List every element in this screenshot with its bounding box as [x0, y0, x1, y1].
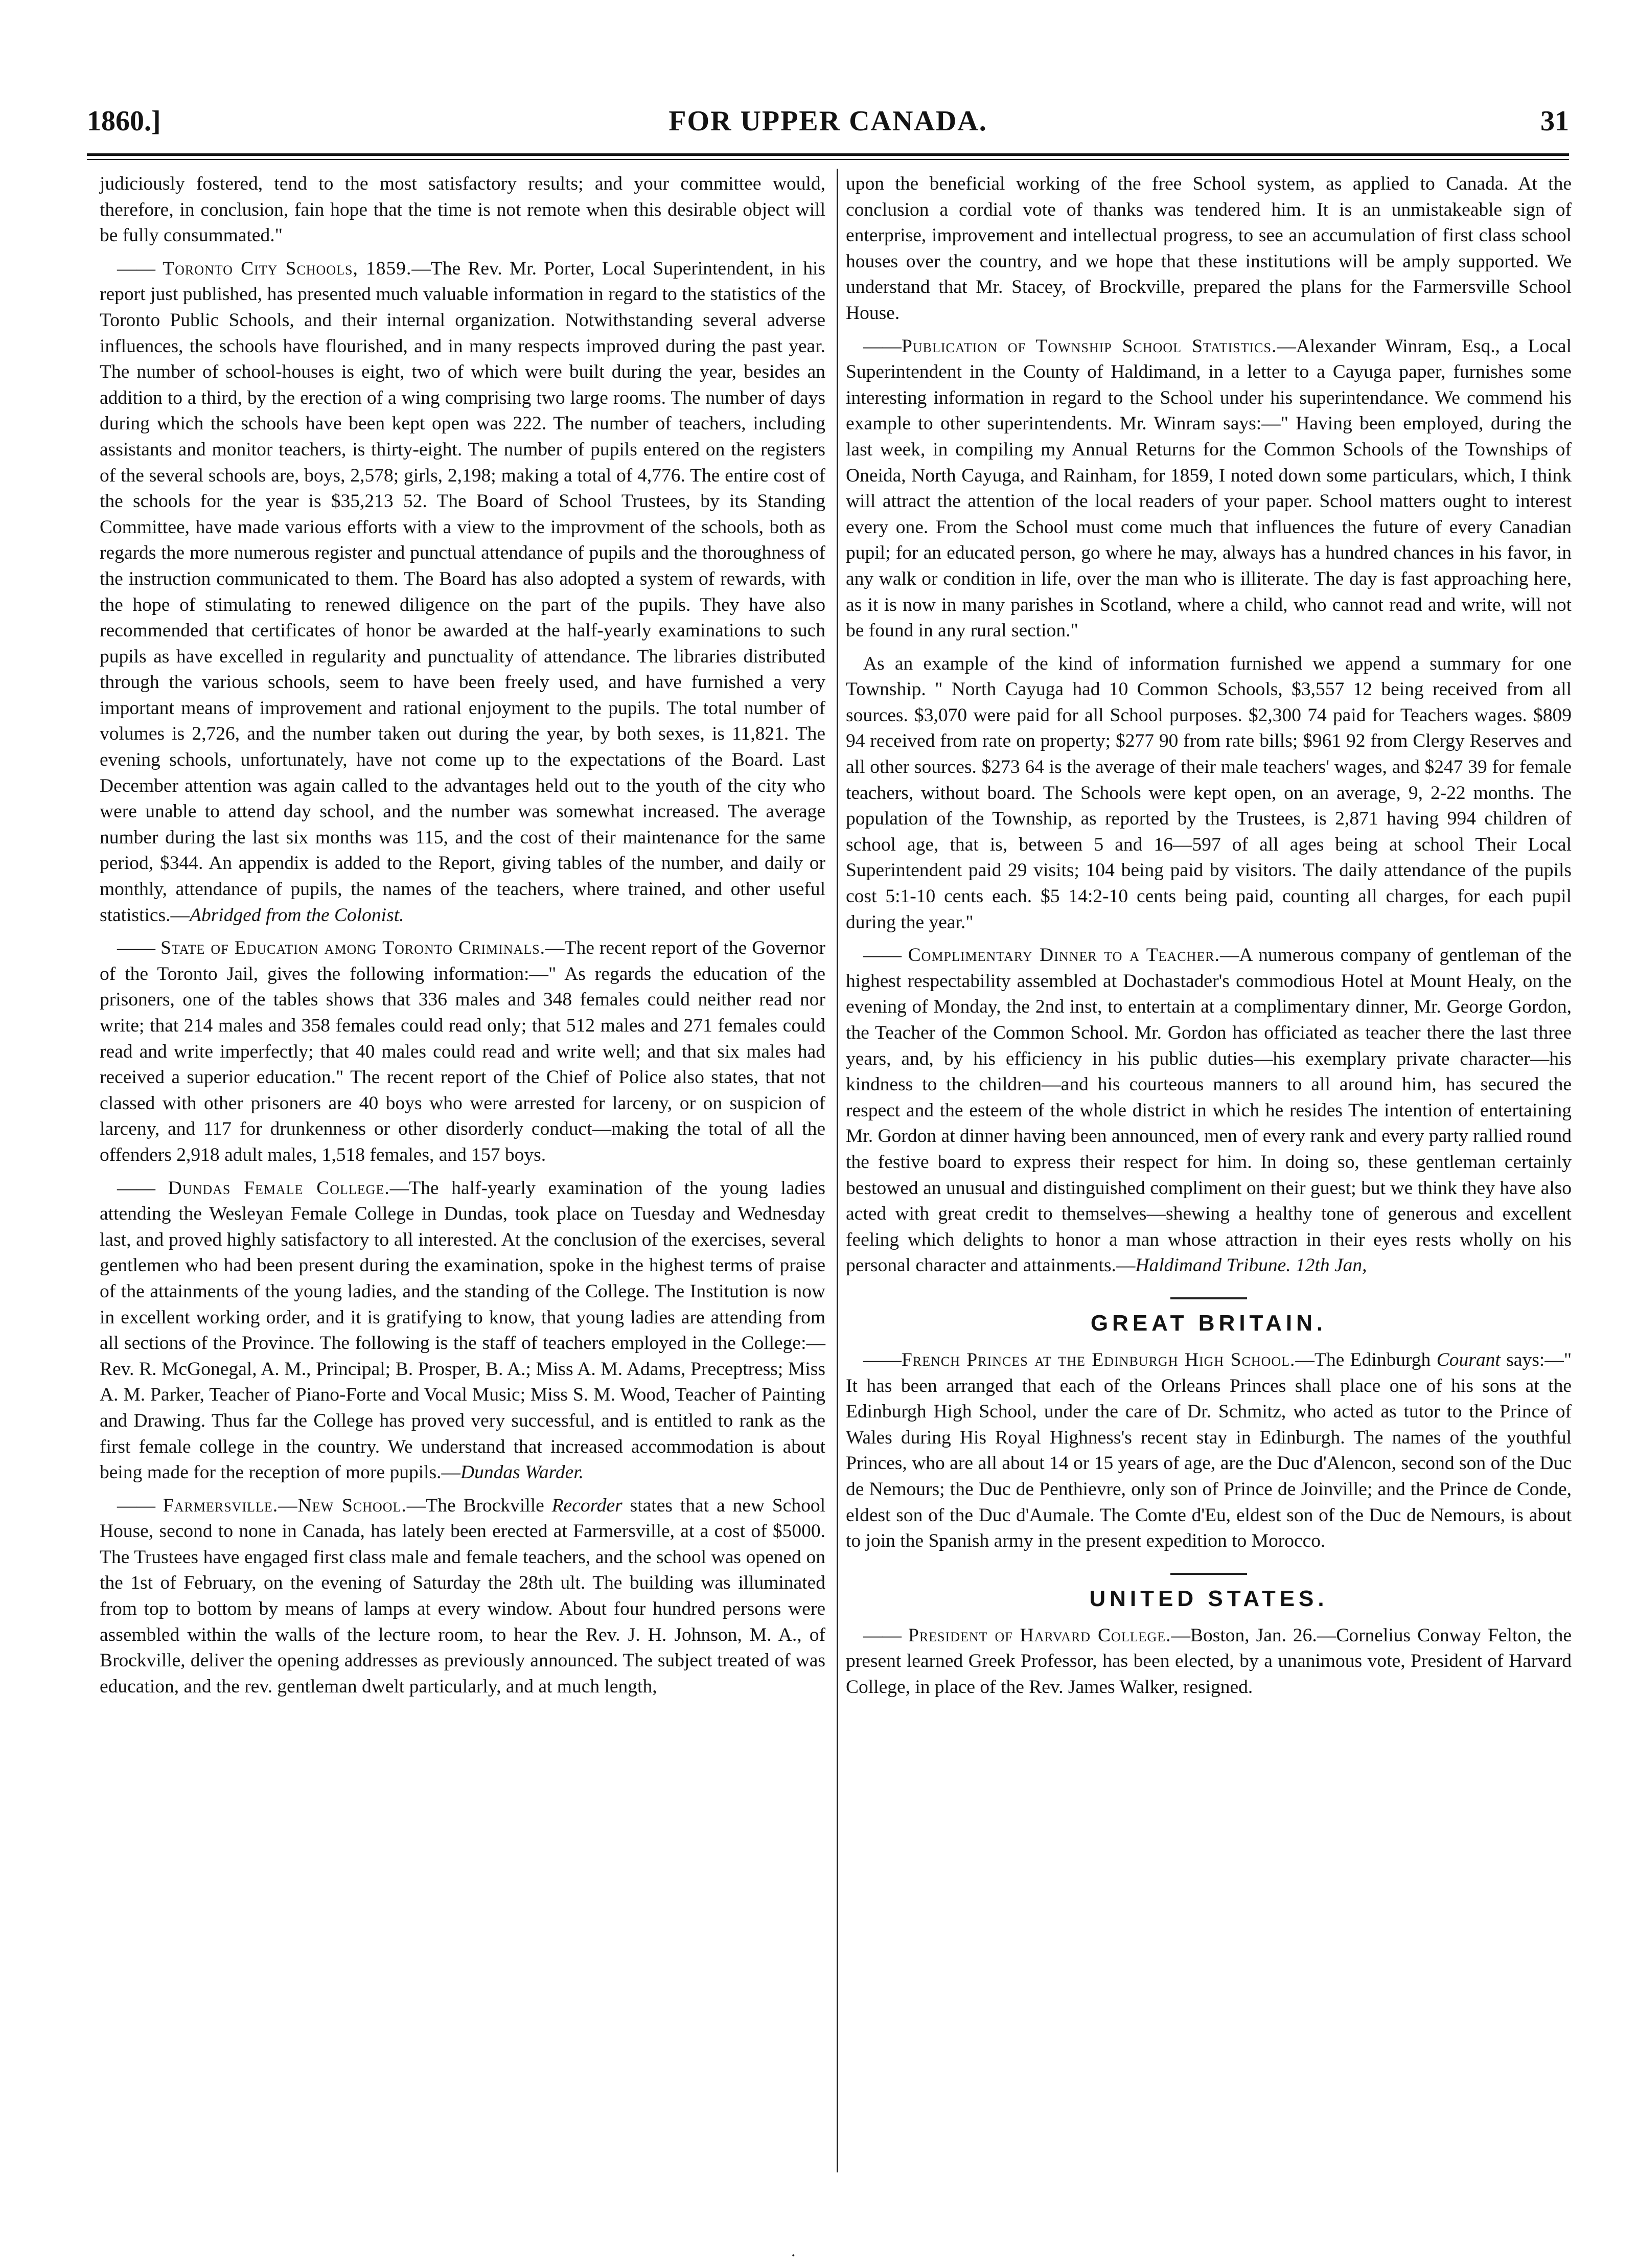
- footer-mark: .: [791, 2241, 796, 2260]
- section-title-united-states: UNITED STATES.: [1089, 1586, 1328, 1611]
- header-title: FOR UPPER CANADA.: [668, 105, 987, 137]
- article-body-continued: states that a new School House, second to none in Canada, has lately been erected at Farmersville, at a cost of $5000. The Trustees have engaged first class male and female teachers, and the school was opened on the 1st of February, on the evening of Saturday the 28th ult. The building was illuminated from top to bottom by means of lamps at every window. About four hundred persons were assembled within the walls of the lecture room, to hear the Rev. J. H. Johnson, M. A., of Brockville, deliver the opening addresses as previously announced. The subject treated of was education, and the rev. gentleman dwelt particularly, and at much length,: [100, 1495, 825, 1697]
- article-dash: ——: [117, 1177, 155, 1199]
- article-body: —The Brockville: [406, 1495, 552, 1516]
- header-year: 1860.]: [87, 105, 161, 137]
- article-toronto-city-schools: [100, 256, 825, 928]
- newspaper-name: Recorder: [551, 1495, 622, 1516]
- continued-paragraph: upon the beneficial working of the free School system, as applied to Canada. At the conclusion a cordial vote of thanks was tendered him. It is an unmistakeable sign of enterprise, improvement and intellectual progress, to see an accumulation of first class school houses over the country, and we hope that these institutions will be amply supported. We understand that Mr. Stacey, of Brockville, prepared the plans for the Farmersville School House.: [846, 173, 1572, 324]
- article-heading: Complimentary Dinner to a Teacher.: [908, 945, 1220, 966]
- article-source: Abridged from the Colonist.: [190, 904, 404, 926]
- article-heading: State of Education among Toronto Criminals.: [160, 937, 546, 959]
- section-title-great-britain: GREAT BRITAIN.: [1090, 1310, 1327, 1336]
- newspaper-name: Courant: [1436, 1349, 1501, 1370]
- article-body: —The Rev. Mr. Porter, Local Superintendent, in his report just published, has presented much valuable information in regard to the statistics of the Toronto Public Schools, and their internal organization. Notwithstanding several adverse influences, the schools have flourished, and in many respects improved during the past year. The number of school-houses is eight, two of which were built during the year, besides an addition to a third, by the erection of a wing comprising two large rooms. The number of days during which the schools have been kept open was 222. The number of teachers, including assistants and monitor teachers, is thirty-eight. The number of pupils entered on the registers of the several schools are, boys, 2,578; girls, 2,198; making a total of 4,776. The entire cost of the schools for the year is $35,213 52. The Board of School Trustees, by its Standing Committee, have made various efforts with a view to the improvment of the schools, both as regards the more numerous register and punctual attendance of pupils and the thoroughness of the instruction communicated to them. The Board has also adopted a system of rewards, with the hope of stimulating to renewed diligence on the part of the pupils. They have also recommended that certificates of honor be awarded at the half-yearly examinations to such pupils as have excelled in regularity and punctuality of attendance. The libraries distributed through the various schools, seem to have been freely used, and have furnished a very important means of improvement and rational enjoyment to the pupils. The total number of volumes is 2,726, and the number taken out during the year, by both sexes, is 11,821. The evening schools, unfortunately, have not come up to the expectations of the Board. Last December attention was again called to the advantages held out to the youth of the city who were unable to attend day school, and the number was somewhat increased. The average number during the last six months was 115, and the cost of their maintenance for the same period, $344. An appendix is added to the Report, giving tables of the number, and daily or monthly, attendance of pupils, the names of the teachers, where trained, and other useful statistics.—: [100, 258, 826, 926]
- article-dash: ——: [863, 1349, 902, 1370]
- article-heading: Dundas Female College.: [168, 1177, 390, 1199]
- article-heading: President of Harvard College.: [908, 1624, 1171, 1646]
- article-body-continued: says:—" It has been arranged that each of the Orleans Princes shall place one of his sons at the Edinburgh High School, under the care of Dr. Schmitz, who acted as tutor to the Prince of Wales during His Royal Highness's recent stay in Edinburgh. The names of the youthful Princes, who are all about 14 or 15 years of age, are the Duc d'Alencon, second son of the Duc de Nemours; the Duc de Penthievre, only son of Prince de Joinville; and the Prince de Conde, eldest son of the Duc d'Aumale. The Comte d'Eu, eldest son of the Duc de Nemours, is about to join the Spanish army in the present expedition to Morocco.: [846, 1349, 1572, 1552]
- article-french-princes: [846, 1347, 1572, 1554]
- article-dash: ——: [863, 335, 902, 357]
- article-source: Dundas Warder.: [460, 1462, 584, 1483]
- article-township-statistics: [846, 334, 1572, 644]
- article-body: —Boston, Jan. 26.—Cornelius Conway Felton, the present learned Greek Professor, has been elected, by a unanimous vote, President of Harvard College, in place of the Rev. James Walker, resigned.: [846, 1624, 1572, 1698]
- section-separator: [1170, 1573, 1247, 1575]
- article-body: —The recent report of the Governor of the Toronto Jail, gives the following information:—" As regards the education of the prisoners, one of the tables shows that 336 males and 348 females could neither read nor write; that 214 males and 358 females could read only; that 512 males and 271 females could read and write imperfectly; that 40 males could read and write well; and that six males had received a superior education." The recent report of the Chief of Police also states, that not classed with other prisoners are 40 boys who were arrested for larceny, or on suspicion of larceny, and 117 for drunkenness or other disorderly conduct—making the total of all the offenders 2,918 adult males, 1,518 females, and 157 boys.: [100, 937, 825, 1165]
- article-complimentary-dinner: [846, 943, 1572, 1279]
- article-heading: French Princes at the Edinburgh High School.: [902, 1349, 1296, 1370]
- page-number: 31: [1540, 105, 1569, 137]
- article-farmersville: [100, 1493, 825, 1700]
- article-dundas-female-college: [100, 1176, 825, 1486]
- article-township-summary: As an example of the kind of information furnished we append a summary for one Township. " North Cayuga had 10 Common Schools, $3,557 12 being received from all sources. $3,070 were paid for all School purposes. $2,300 74 paid for Teachers wages. $809 94 received from rate on property; $277 90 from rate bills; $961 92 from Clergy Reserves and all other sources. $273 64 is the average of their male teachers' wages, and $247 39 for female teachers, without board. The Schools were kept open, on an average, 9, 2-22 months. The population of the Township, as reported by the Trustees, is 2,871 having 994 children of school age, that is, between 5 and 16—597 of all ages being at school Their Local Superintendent paid 29 visits; 104 being paid by visitors. The daily attendance of the pupils cost 5:1-10 cents each. $5 14:2-10 cents being paid, counting all charges, for each pupil during the year.": [846, 653, 1572, 933]
- page-header: [87, 105, 1569, 146]
- left-column: [100, 171, 825, 1707]
- article-body: —The Edinburgh: [1295, 1349, 1437, 1370]
- article-dash: ——: [117, 1495, 155, 1516]
- article-heading: Publication of Township School Statistics.: [902, 335, 1277, 357]
- article-source: Haldimand Tribune. 12th Jan,: [1135, 1255, 1367, 1276]
- article-dash: ——: [863, 945, 902, 966]
- right-column: [846, 171, 1572, 1707]
- article-heading: Toronto City Schools, 1859.: [163, 258, 412, 279]
- header-rule: [87, 153, 1569, 160]
- article-harvard-president: [846, 1623, 1572, 1701]
- article-dash: ——: [863, 1624, 902, 1646]
- article-dash: ——: [117, 937, 155, 959]
- article-body: —The half-yearly examination of the young ladies attending the Wesleyan Female College in Dundas, took place on Tuesday and Wednesday last, and proved highly satisfactory to all interested. At the conclusion of the exercises, several gentlemen who had been present during the examination, spoke in the highest terms of praise of the attainments of the young ladies, and the standing of the College. The Institution is now in excellent working order, and it is gratifying to know, that young ladies are attending from all sections of the Province. The following is the staff of teachers employed in the College:—Rev. R. McGonegal, A. M., Principal; B. Prosper, B. A.; Miss A. M. Adams, Preceptress; Miss A. M. Parker, Teacher of Piano-Forte and Vocal Music; Miss S. M. Wood, Teacher of Painting and Drawing. Thus far the College has proved very successful, and is entitled to rank as the first female college in the country. We understand that increased accommodation is about being made for the reception of more pupils.—: [100, 1177, 825, 1483]
- article-heading: Farmersville.—New School.: [163, 1495, 407, 1516]
- article-dash: ——: [117, 258, 155, 279]
- continued-paragraph: judiciously fostered, tend to the most satisfactory results; and your committee would, therefore, in conclusion, fain hope that the time is not remote when this desirable object will be fully consummated.": [100, 173, 825, 246]
- article-body: —Alexander Winram, Esq., a Local Superintendent in the County of Haldimand, in a letter to a Cayuga paper, furnishes some interesting information in regard to the School under his superintendance. We commend his example to other superintendents. Mr. Winram says:—" Having been employed, during the last week, in compiling my Annual Returns for the Common Schools of the Townships of Oneida, North Cayuga, and Rainham, for 1859, I noted down some particulars, which, I think will attract the attention of the local readers of your paper. School matters ought to interest every one. From the School must come much that influences the future of every Canadian pupil; for an educated person, go where he may, always has a hundred chances in his favor, in any walk or condition in life, over the man who is illiterate. The day is fast approaching here, as it is now in many parishes in Scotland, where a child, who cannot read and write, will not be found in any rural section.": [846, 335, 1572, 642]
- column-divider: [837, 169, 838, 2172]
- article-toronto-criminals: [100, 935, 825, 1168]
- article-body: —A numerous company of gentleman of the highest respectability assembled at Dochastader's commodious Hotel at Mount Healy, on the evening of Monday, the 2nd inst, to entertain at a complimentary dinner, Mr. George Gordon, the Teacher of the Common School. Mr. Gordon has officiated as teacher there the last three years, and, by his efficiency in his public duties—his exemplary private character—his kindness to the children—and his courteous manners to all around him, has secured the respect and the esteem of the whole district in which he resides The intention of entertaining Mr. Gordon at dinner having been announced, men of every rank and every party rallied round the festive board to express their respect for him. In doing so, these gentleman certainly bestowed an unusual and distinguished compliment on their guest; but we think they have also acted with great credit to themselves—shewing a healthy tone of generous and excellent feeling which delights to honor a man whose attraction in their eyes rests wholly on his personal character and attainments.—: [846, 945, 1572, 1276]
- section-separator: [1170, 1297, 1247, 1299]
